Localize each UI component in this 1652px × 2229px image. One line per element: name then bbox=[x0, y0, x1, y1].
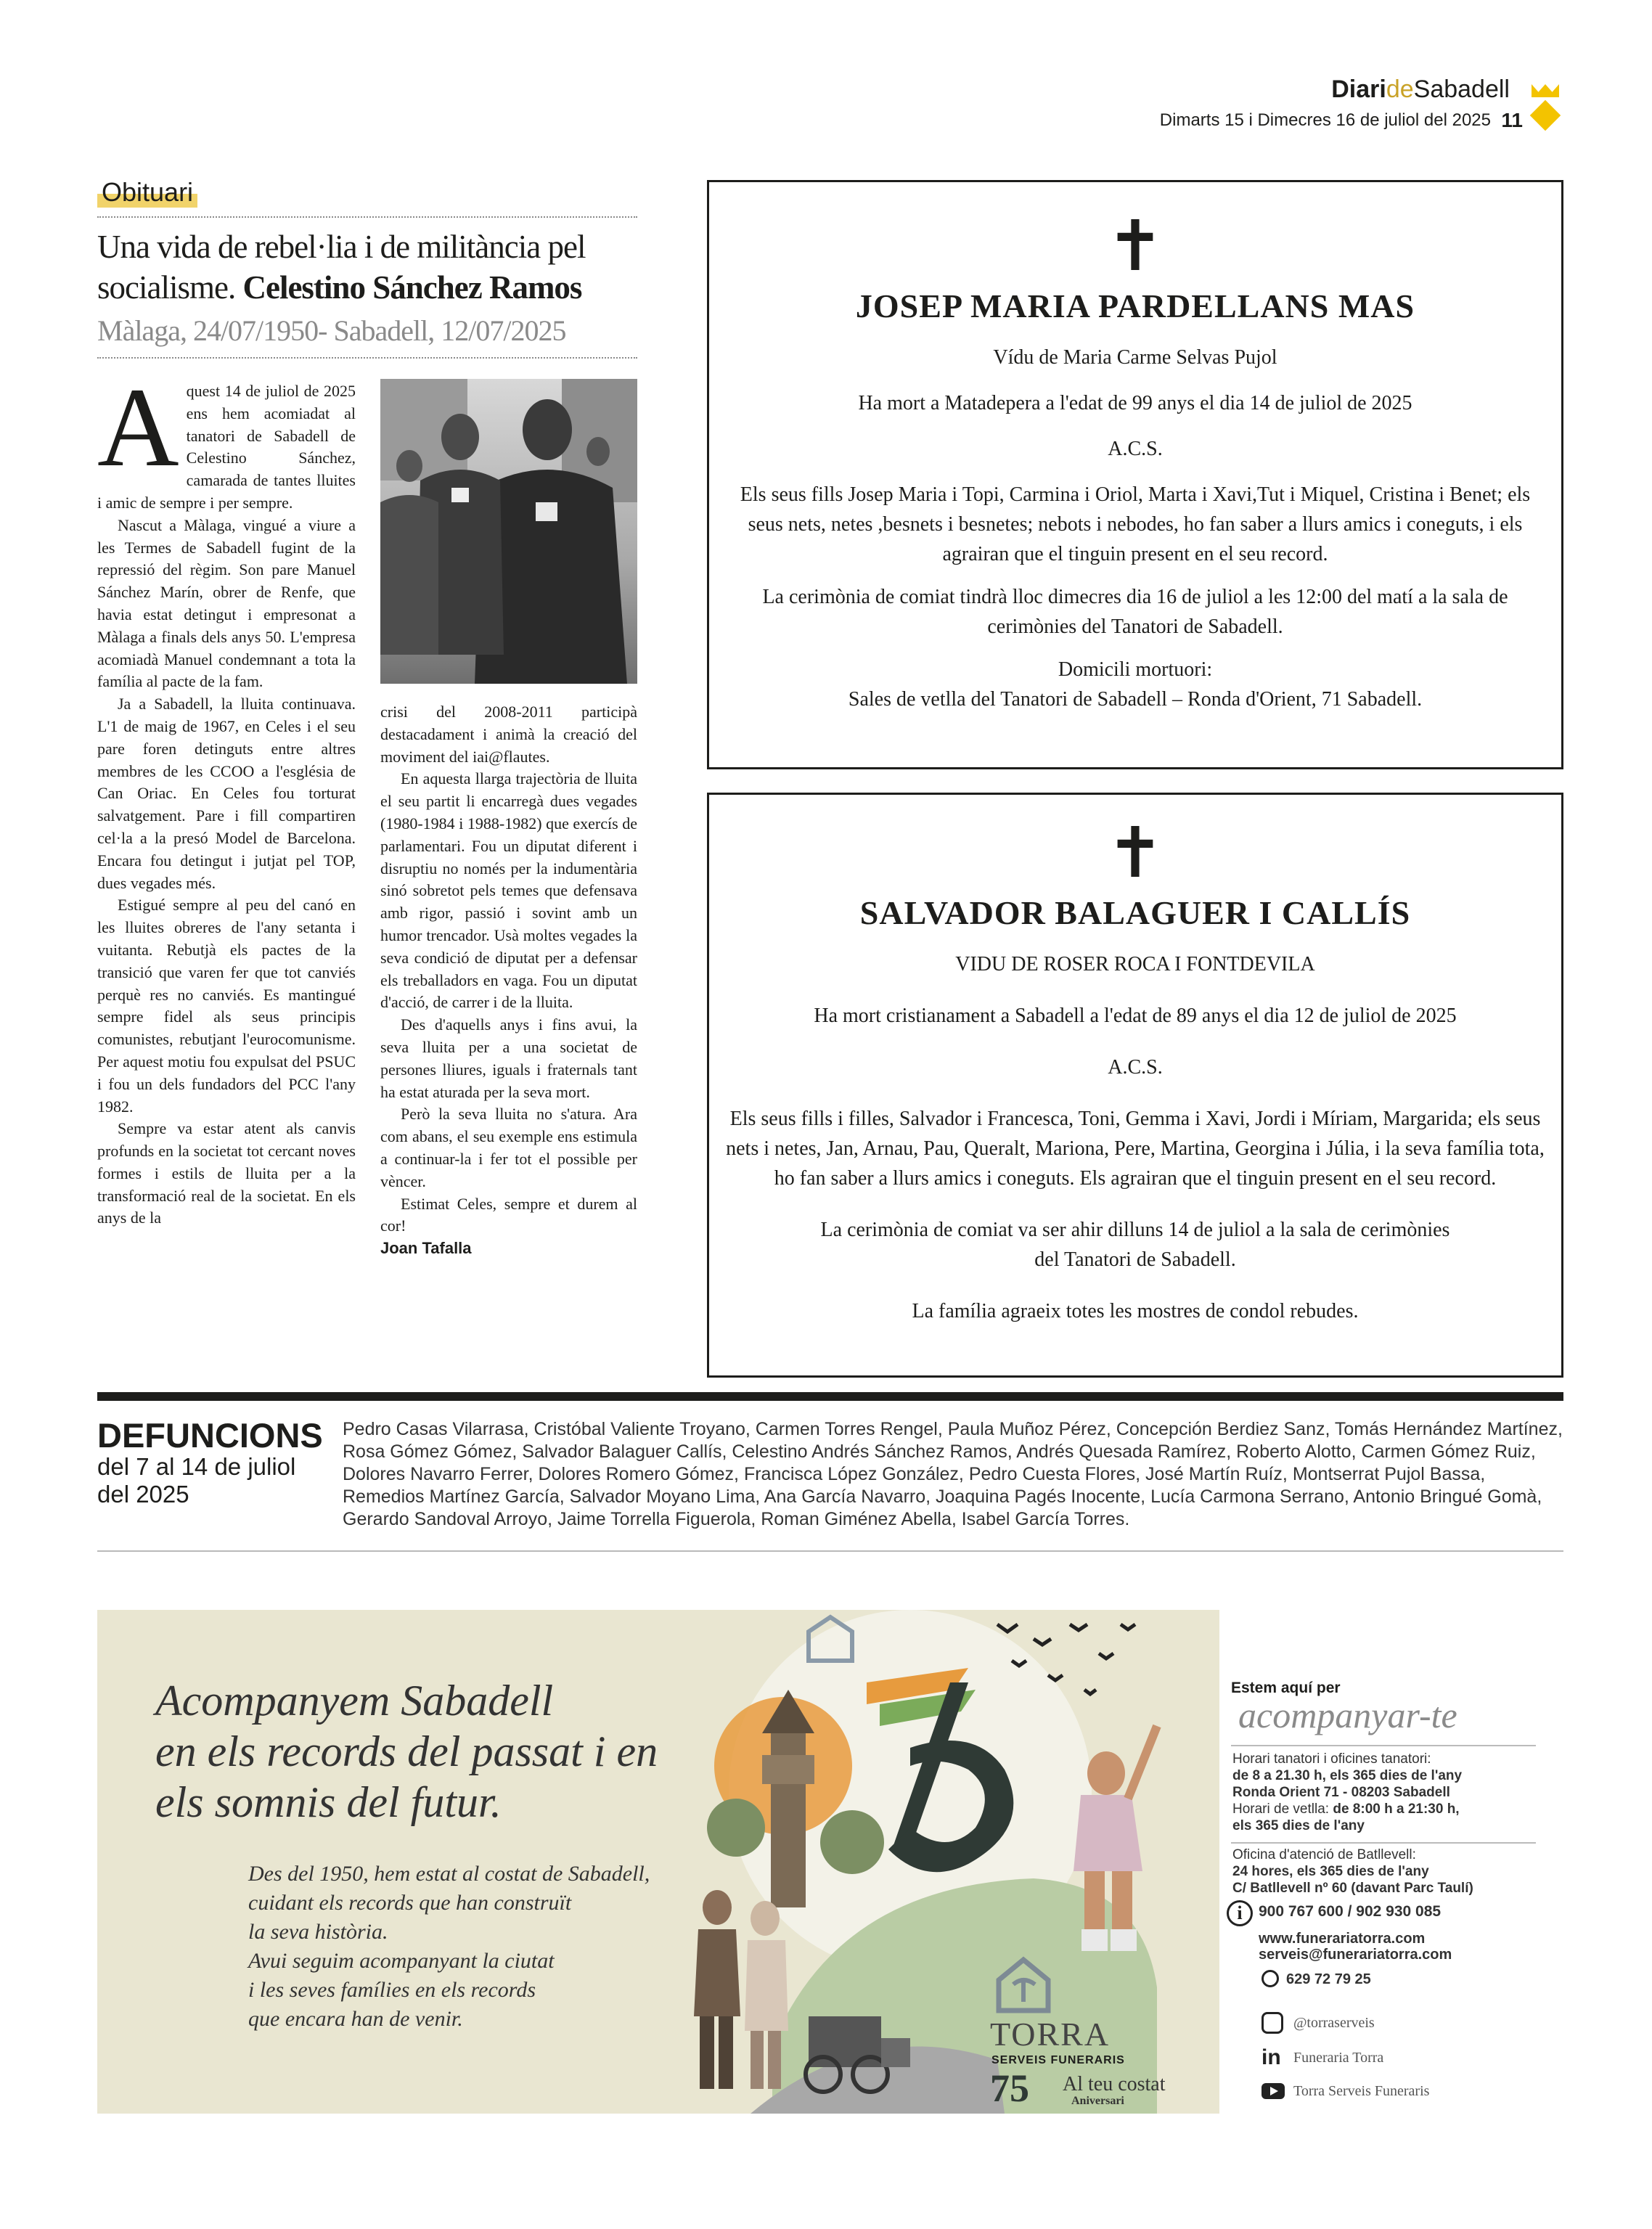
masthead-de: de bbox=[1386, 75, 1414, 103]
torra-brand bbox=[990, 1955, 1222, 2110]
defuncions-title: DEFUNCIONS bbox=[97, 1416, 323, 1455]
whatsapp-icon bbox=[1262, 1970, 1279, 1987]
notice-domicile: Sales de vetlla del Tanatori de Sabadell – Ronda d'Orient, 71 Sabadell. bbox=[848, 688, 1423, 711]
section-label: Obituari bbox=[97, 177, 197, 208]
brand-subtitle: SERVEIS FUNERARIS bbox=[991, 2054, 1125, 2066]
paragraph: En aquesta llarga trajectòria de lluita el seu partit li encarregà dues vegades (1980-1984 i 1988-1982) que exercís de parlamentari. Fou un diputat diferent i disruptiu no només per la indumentària sinó sobretot pels temes que defensava amb rigor, passió i sovint amb un humor trencador. Usà moltes vegades la seva condició de diputat per a defensar els treballadors en vaga. Fou un diputat d'acció, de carrer i de la lluita. bbox=[380, 769, 637, 1012]
ad-estem: Estem aquí per bbox=[1231, 1680, 1341, 1696]
defuncions-range: del 7 al 14 de juliol del 2025 bbox=[97, 1453, 296, 1508]
section-rule bbox=[97, 1392, 1563, 1401]
paragraph: Des d'aquells anys i fins avui, la seva lluita per a una societat de persones lliures, iguals i fraternals tant ha estat aturada per la seva mort. bbox=[380, 1015, 637, 1101]
drop-cap: A bbox=[97, 364, 179, 490]
article-photo bbox=[380, 379, 637, 684]
divider bbox=[1231, 1745, 1536, 1746]
website-link[interactable]: www.funerariatorra.com bbox=[1259, 1931, 1426, 1947]
youtube-play-icon bbox=[1270, 2087, 1278, 2095]
ad-headline: Acompanyem Sabadell en els records del passat i en els somnis del futur. bbox=[155, 1677, 658, 1826]
notice-acs: A.C.S. bbox=[1108, 438, 1163, 460]
paragraph: crisi del 2008-2011 participà destacadament i animà la creació del moviment del iai@flautes. bbox=[380, 703, 637, 766]
diamond-logo-icon bbox=[1530, 100, 1561, 131]
paragraph: Estimat Celes, sempre et durem al cor! bbox=[380, 1194, 637, 1235]
notice-death: Ha mort cristianament a Sabadell a l'edat de 89 anys el dia 12 de juliol de 2025 bbox=[814, 1005, 1457, 1027]
paragraph: Nascut a Màlaga, vingué a viure a les Termes de Sabadell fugint de la repressió del règim. Son pare Manuel Sánchez Marín, obrer de Renfe, que havia estat detingut i empresonat a Màlaga a finals dels anys 50. L'empresa acomiadà Manuel condemnant a tota la família al pacte de la fam. bbox=[97, 515, 356, 691]
info-icon: i bbox=[1227, 1900, 1253, 1926]
small-75: 75 bbox=[990, 2066, 1029, 2110]
page-number: 11 bbox=[1501, 109, 1523, 131]
section-rule bbox=[97, 1550, 1563, 1552]
notice-ceremony: La cerimònia de comiat va ser ahir dilluns 14 de juliol a la sala de cerimònies del Tanatori de Sabadell. bbox=[820, 1219, 1450, 1271]
article-column-2 bbox=[380, 701, 637, 1260]
death-notice-pardellans bbox=[707, 180, 1563, 769]
notice-family: Els seus fills i filles, Salvador i Francesca, Toni, Gemma i Xavi, Jordi i Míriam, Margarida; els seus nets i netes, Jan, Arnau, Pau, Queralt, Mariona, Pere, Martina, Georgina i Júlia, i la seva família tota, ho fan saber a llurs amics i coneguts. Els agrairan que el tinguin present en el seu record. bbox=[726, 1108, 1545, 1190]
headline-text: Una vida de rebel·lia i de militància pel socialisme. bbox=[97, 229, 586, 306]
contact-panel bbox=[1219, 1610, 1563, 2114]
issue-date: Dimarts 15 i Dimecres 16 de juliol del 2025 bbox=[1159, 110, 1491, 130]
article-subline: Màlaga, 24/07/1950- Sabadell, 12/07/2025 bbox=[97, 314, 566, 347]
torra-advert bbox=[97, 1610, 1563, 2114]
linkedin-name[interactable]: Funeraria Torra bbox=[1293, 2050, 1384, 2066]
email-link[interactable]: serveis@funerariatorra.com bbox=[1259, 1947, 1452, 1963]
phone[interactable]: 900 767 600 / 902 930 085 bbox=[1259, 1903, 1442, 1920]
defuncions-list: Pedro Casas Vilarrasa, Cristóbal Valiente Troyano, Carmen Torres Rengel, Paula Muñoz Pérez, Concepción Berdiez Sanz, Tomás Hernández Martínez, Rosa Gómez Gómez, Salvador Balaguer Callís, Celestino Andrés Sánchez Ramos, Andrés Quesada Ramírez, Roberto Alotto, Carmen Gómez Ruiz, Dolores Navarro Ferrer, Dolores Romero Gómez, Francisca López González, Pedro Cuesta Flores, José Martín Ruíz, Montserrat Pujol Bassa, Remedios Martínez García, Salvador Moyano Lima, Ana García Navarro, Joaquina Pagés Inocente, Lucía Carmona Serrano, Antonio Bringué Gomà, Gerardo Sandoval Arroyo, Jaime Torrella Figuerola, Roman Giménez Abella, Isabel García Torres. bbox=[343, 1419, 1563, 1529]
paragraph: Però la seva lluita no s'atura. Ara com abans, el seu exemple ens estimula a continuar-la i fer tot el possible per vèncer. bbox=[380, 1105, 637, 1190]
aniversari: Aniversari bbox=[1071, 2095, 1124, 2107]
linkedin-icon: in bbox=[1262, 2045, 1281, 2069]
slogan: Al teu costat bbox=[1063, 2073, 1166, 2095]
youtube-channel[interactable]: Torra Serveis Funeraris bbox=[1293, 2083, 1430, 2099]
crown-logo-icon bbox=[1532, 84, 1559, 97]
ad-acompanyar: acompanyar-te bbox=[1238, 1695, 1457, 1735]
notice-domicile-label: Domicili mortuori: bbox=[1058, 658, 1213, 681]
notice-spouse: VIDU DE ROSER ROCA I FONTDEVILA bbox=[955, 953, 1315, 976]
article-headline bbox=[97, 226, 649, 308]
torra-logo-icon bbox=[994, 1955, 1052, 2013]
paragraph: Sempre va estar atent als canvis profunds en la societat tot cercant noves formes i estils de lluita per a la transformació real de la societat. En els anys de la bbox=[97, 1119, 356, 1227]
divider bbox=[97, 357, 637, 359]
notice-family: Els seus fills Josep Maria i Topi, Carmina i Oriol, Marta i Xavi,Tut i Miquel, Cristina i Benet; els seus nets, netes ,besnets i besnetes; nebots i nebodes, ho fan saber a llurs amics i coneguts, i els agrairan que el tinguin present en el seu record. bbox=[740, 483, 1531, 565]
notice-acs: A.C.S. bbox=[1108, 1056, 1163, 1079]
divider bbox=[1231, 1842, 1536, 1844]
masthead-diari: Diari bbox=[1331, 75, 1386, 103]
batllevell-office: Oficina d'atenció de Batllevell: 24 hores, els 365 dies de l'any C/ Batllevell nº 60 (davant Parc Taulí) bbox=[1232, 1847, 1473, 1896]
deceased-name: JOSEP MARIA PARDELLANS MAS bbox=[855, 287, 1415, 324]
paragraph: Ja a Sabadell, la lluita continuava. L'1 de maig de 1967, en Celes i el seu pare foren detinguts entre altres membres de les CCOO a l'església de Can Oriac. En Celes fou torturat salvatgement. Pare i fill compartiren cel·la a la presó Model de Barcelona. Encara fou detingut i jutjat pel TOP, dues vegades més. bbox=[97, 695, 356, 892]
masthead-sabadell: Sabadell bbox=[1413, 75, 1510, 103]
paragraph: Estigué sempre al peu del canó en les lluites obreres de l'any setanta i vuitanta. Rebutjà els pactes de la transició que varen fer que tot canviés perquè res no canviés. Es mantingué sempre fidel als seus principis comunistes, rebutjant l'eurocomunisme. Per aquest motiu fou expulsat del PSUC i fou un dels fundadors del PCC l'any 1982. bbox=[97, 896, 356, 1116]
instagram-handle[interactable]: @torraserveis bbox=[1293, 2015, 1375, 2031]
notice-spouse: Vídu de Maria Carme Selvas Pujol bbox=[993, 346, 1277, 369]
brand-name: TORRA bbox=[990, 2016, 1111, 2053]
notice-ceremony: La cerimònia de comiat tindrà lloc dimecres dia 16 de juliol a les 12:00 del matí a la sala de cerimònies del Tanatori de Sabadell. bbox=[762, 586, 1508, 638]
notice-death: Ha mort a Matadepera a l'edat de 99 anys el dia 14 de juliol de 2025 bbox=[858, 392, 1412, 414]
divider bbox=[97, 216, 637, 218]
instagram-icon bbox=[1262, 2012, 1283, 2034]
notice-thanks: La família agraeix totes les mostres de condol rebudes. bbox=[912, 1300, 1359, 1322]
whatsapp-number[interactable]: 629 72 79 25 bbox=[1286, 1971, 1371, 1987]
cross-icon: ✝ bbox=[1105, 812, 1165, 893]
death-notice-balaguer bbox=[707, 793, 1563, 1378]
article-column-1 bbox=[97, 364, 356, 1230]
headline-name: Celestino Sánchez Ramos bbox=[242, 269, 582, 306]
paragraph: Aquest 14 de juliol de 2025 ens hem acomiadat al tanatori de Sabadell de Celestino Sánchez, camarada de tantes lluites i amic de sempre i per sempre. bbox=[97, 364, 356, 512]
tanatori-hours: Horari tanatori i oficines tanatori: de 8 a 21.30 h, els 365 dies de l'any Ronda Orient 71 - 08203 Sabadell Horari de vetlla: de 8:00 h a 21:30 h, els 365 dies de l'any bbox=[1232, 1751, 1463, 1833]
masthead bbox=[1331, 75, 1510, 104]
article-author: Joan Tafalla bbox=[380, 1239, 472, 1258]
cross-icon: ✝ bbox=[1105, 205, 1165, 287]
ad-body: Des del 1950, hem estat al costat de Sabadell, cuidant els records que han construït la seva història. Avui seguim acompanyant la ciutat i les seves famílies en els records que encara han de venir. bbox=[248, 1862, 650, 2031]
deceased-name: SALVADOR BALAGUER I CALLÍS bbox=[859, 894, 1411, 931]
